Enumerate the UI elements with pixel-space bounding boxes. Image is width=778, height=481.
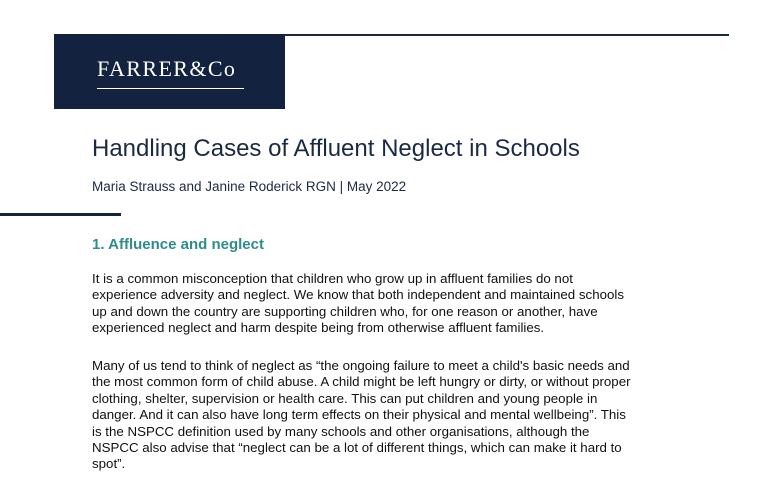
farrer-logo (54, 34, 285, 109)
paragraph-line: danger. And it can also have long term effects on their physical and mental wellbeing”. This (92, 407, 626, 423)
paragraph-line: experience adversity and neglect. We know that both independent and maintained schools (92, 287, 624, 303)
logo-underline (97, 88, 244, 89)
document-title: Handling Cases of Affluent Neglect in Schools (92, 135, 580, 162)
logo-wordmark: FARRER&Co (97, 56, 237, 81)
paragraph-line: experienced neglect and harm despite being from otherwise affluent families. (92, 320, 545, 336)
paragraph-line: is the NSPCC definition used by many schools and other organisations, although the (92, 423, 590, 439)
paragraph-line: NSPCC also advise that “neglect can be a lot of different things, which can make it hard to (92, 440, 622, 456)
paragraph-2 (92, 358, 692, 473)
header-rule (280, 34, 729, 36)
paragraph-line: It is a common misconception that children who grow up in affluent families do not (92, 271, 573, 286)
author-date-byline: Maria Strauss and Janine Roderick RGN | May 2022 (92, 179, 407, 194)
paragraph-line: up and down the country are supporting children who, for one reason or another, have (92, 303, 598, 319)
paragraph-line: Many of us tend to think of neglect as “the ongoing failure to meet a child's basic needs and (92, 358, 630, 373)
section-heading: 1. Affluence and neglect (92, 236, 264, 253)
paragraph-line: the most common form of child abuse. A child might be left hungry or dirty, or without proper (92, 374, 631, 390)
paragraph-line: spot”. (92, 456, 126, 472)
paragraph-line: clothing, shelter, supervision or health care. This can put children and young people in (92, 390, 598, 406)
paragraph-1 (92, 271, 692, 337)
section-divider (0, 213, 121, 216)
